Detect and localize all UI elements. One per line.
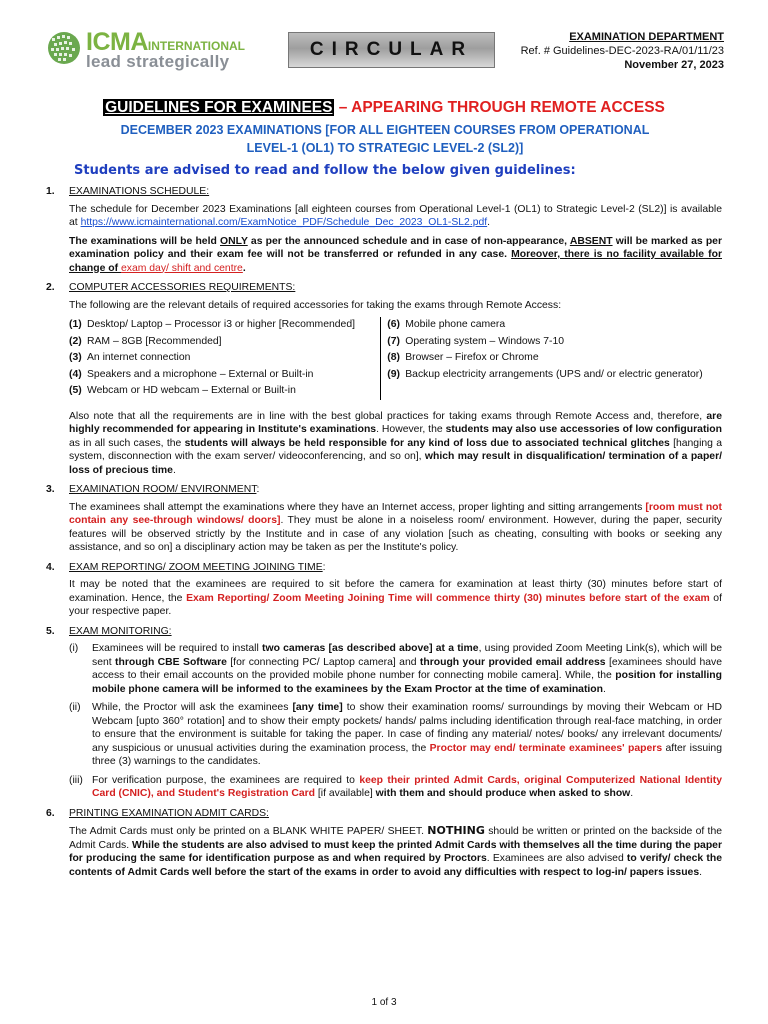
title-part-2: – APPEARING THROUGH REMOTE ACCESS <box>334 99 665 116</box>
icma-logo <box>46 28 246 74</box>
subtitle-line-2: LEVEL-1 (OL1) TO STRATEGIC LEVEL-2 (SL2)] <box>246 141 524 155</box>
accessories-list <box>46 317 722 400</box>
list-item: (9) Backup electricity arrangements (UPS and/ or electric generator) <box>387 368 703 380</box>
paragraph: The following are the relevant details of required accessories for taking the exams through Remote Access: <box>69 299 562 311</box>
section-heading: 6. PRINTING EXAMINATION ADMIT CARDS: <box>46 807 269 819</box>
section-heading: 3. EXAMINATION ROOM/ ENVIRONMENT: <box>46 484 260 495</box>
section-heading: 2. COMPUTER ACCESSORIES REQUIREMENTS: <box>46 282 296 293</box>
paragraph: Also note that all the requirements are in line with the best global practices for taking exams through Remote Access and, therefore, are highly recommended for appearing in Institute's examinations. However, the students may also use accessories of low configuration as in all such cases, the students will always be held responsible for any kind of loss due to associated technical glitches [hanging a system, disconnection with the exam server/ videoconferencing, and so on], which may result in disqualification/ termination of a paper/ loss of precious time. <box>69 410 723 476</box>
sub-item: (i) Examinees will be required to install two cameras [as described above] at a time, using provided Zoom Meeting Link(s), which will be sent through CBE Software [for connecting PC/ Laptop camera] and through your provided email address [examinees should have access to their email accounts on the provided mobile phone number for connecting mobile camera]. While, the position for installing mobile phone camera will be informed to the examinees by the Exam Proctor at the time of examination. <box>69 643 723 695</box>
accessories-right-column <box>380 317 722 400</box>
guidelines-body <box>46 185 722 885</box>
list-item: (8) Browser – Firefox or Chrome <box>387 352 539 363</box>
list-item: (1) Desktop/ Laptop – Processor i3 or higher [Recommended] <box>69 319 355 330</box>
paragraph: It may be noted that the examinees are required to sit before the camera for examination at least thirty (30) minutes before start of examination. Hence, the Exam Reporting/ Zoom Meeting Joining Time will commence thirty (30) minutes before start of the exam of your respective paper. <box>69 579 722 617</box>
section-reporting-time <box>46 561 722 619</box>
section-admit-cards <box>46 807 722 880</box>
logo-tagline: lead strategically <box>86 52 230 71</box>
accessories-left-column <box>69 317 374 400</box>
advise-line: Students are advised to read and follow the below given guidelines: <box>74 163 576 178</box>
list-item: (3) An internet connection <box>69 352 191 363</box>
section-heading: 4. EXAM REPORTING/ ZOOM MEETING JOINING TIME: <box>46 561 326 573</box>
list-item: (2) RAM – 8GB [Recommended] <box>69 335 222 347</box>
department-block <box>521 30 724 72</box>
list-item: (6) Mobile phone camera <box>387 319 506 330</box>
paragraph: The examinations will be held ONLY as per the announced schedule and in case of non-appearance, ABSENT will be marked as per examination policy and their exam fee will not be transferred or refunded in any case. Moreover, there is no facility available for change of exam day/ shift and centre. <box>69 235 723 274</box>
schedule-link[interactable]: https://www.icmainternational.com/ExamNotice_PDF/Schedule_Dec_2023_OL1-SL2.pdf <box>80 217 488 228</box>
subtitle-line-1: DECEMBER 2023 EXAMINATIONS [FOR ALL EIGHTEEN COURSES FROM OPERATIONAL <box>120 123 650 137</box>
page-number: 1 of 3 <box>371 997 397 1008</box>
sub-item: (ii) While, the Proctor will ask the examinees [any time] to show their examination rooms/ surroundings by moving their Webcam or HD Webcam [upto 360° rotation] and to show their empty pockets/ hands/ palms including identification through real-face matching, in order to ensure that the environment is suitable for taking the paper. In case of finding any material/ notes/ books/ any irrelevant documents/ any suspicious or unusual activities during the examination process, the Proctor may end/ terminate examinees' papers after issuing three (3) warnings to the candidates. <box>69 702 722 767</box>
list-item: (5) Webcam or HD webcam – External or Built-in <box>69 385 296 396</box>
section-heading: 5. EXAM MONITORING: <box>46 625 172 637</box>
circular-banner: CIRCULAR <box>288 32 495 68</box>
paragraph: The examinees shall attempt the examinations where they have an Internet access, proper lighting and sitting arrangements [room must not contain any see-through windows/ doors]. They must be alone in a noiseless room/ environment. However, during the paper, security features will be observed strictly by the Institute and in case of any violation [such as cheating, consulting with books or seeking any assistance, and so on] a disciplinary action may be taken as per the Institute's policy. <box>69 501 722 553</box>
page-subtitle <box>70 121 700 157</box>
paragraph: The schedule for December 2023 Examinations [all eighteen courses from Operational Level-1 (OL1) to Strategic Level-2 (SL2)] is available at https://www.icmainternational.com/ExamNotice_PDF/Schedule_Dec_2023_OL1-SL2.pdf. <box>69 203 722 228</box>
globe-icon <box>46 30 82 66</box>
paragraph: The Admit Cards must only be printed on a BLANK WHITE PAPER/ SHEET. NOTHING should be written or printed on the backside of the Admit Cards. While the students are also advised to must keep the printed Admit Cards with themselves all the time during the paper for producing the same for identification purpose as and when required by Proctors. Examinees are also advised to verify/ check the contents of Admit Cards well before the start of the exams in order to avoid any difficulties with respect to log-in/ papers issues. <box>69 824 722 878</box>
page-title <box>0 99 768 117</box>
department-name: EXAMINATION DEPARTMENT <box>569 31 724 43</box>
list-item: (7) Operating system – Windows 7-10 <box>387 335 565 347</box>
section-accessories <box>46 281 722 477</box>
circular-date: November 27, 2023 <box>624 59 724 71</box>
section-monitoring <box>46 625 722 801</box>
list-item: (4) Speakers and a microphone – External or Built-in <box>69 368 314 380</box>
reference-number: Ref. # Guidelines-DEC-2023-RA/01/11/23 <box>520 45 724 57</box>
logo-wordmark: ICMAINTERNATIONAL <box>86 28 245 56</box>
section-room <box>46 483 722 555</box>
section-heading: 1. EXAMINATIONS SCHEDULE: <box>46 186 210 197</box>
sub-item: (iii) For verification purpose, the examinees are required to keep their printed Admit Cards, original Computerized National Identity Card (CNIC), and Student's Registration Card [if available] with them and should produce when asked to show. <box>69 774 722 799</box>
section-schedule <box>46 185 722 275</box>
title-part-1: GUIDELINES FOR EXAMINEES <box>105 99 333 116</box>
